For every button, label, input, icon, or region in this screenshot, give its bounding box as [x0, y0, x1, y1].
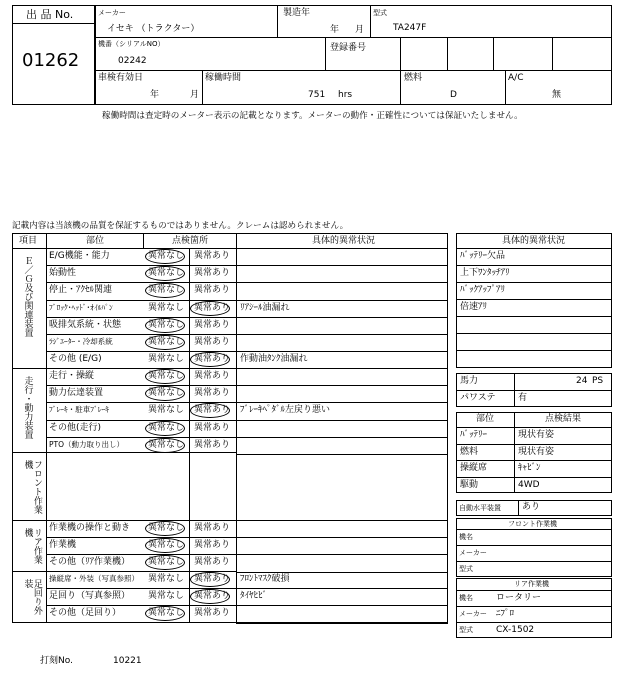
opt-some: 異常あり — [194, 608, 231, 619]
part-label: 始動性 — [49, 268, 77, 279]
check-part: 操縦席 — [460, 463, 488, 473]
print-label: 打刻No. — [40, 656, 73, 666]
detail-row-line — [236, 454, 448, 455]
model-value: TA247F — [393, 23, 427, 33]
detail-text: ﾘｱｼｰﾙ油漏れ — [240, 302, 290, 313]
selection-circle — [190, 301, 230, 316]
check-col-result: 点検結果 — [545, 414, 582, 424]
part-label: 操縦席・外装（写真参照） — [49, 574, 139, 583]
insp-year-unit: 年 — [150, 90, 160, 100]
autolevel-label: 自動水平装置 — [459, 504, 501, 512]
ac-label: A/C — [508, 73, 524, 83]
opt-none: 異常なし — [148, 319, 185, 330]
section-label: Ｅ／Ｇ及び関連装置 — [22, 256, 33, 337]
part-label: ﾗｼﾞｴｰﾀｰ・冷却系統 — [49, 337, 113, 346]
blank-line — [236, 520, 448, 521]
opt-none: 異常なし — [148, 268, 185, 279]
disclaimer: 記載内容は当該機の品質を保証するものではありません。クレームは認められません。 — [12, 221, 349, 231]
info-box — [95, 5, 612, 105]
field-line — [456, 545, 612, 546]
check-result: 現状有姿 — [518, 430, 555, 440]
lot-number: 01262 — [22, 50, 80, 71]
opt-some: 異常あり — [194, 251, 231, 261]
detail-line — [456, 248, 612, 249]
opt-none: 異常なし — [148, 591, 185, 602]
part-label: 走行・操縦 — [49, 371, 95, 381]
section-label: リア作業機 — [22, 528, 42, 564]
part-label: 動力伝達装置 — [49, 388, 104, 399]
section-divider — [12, 452, 236, 453]
field-line — [456, 622, 612, 623]
detail-row-line — [236, 623, 448, 624]
serial-value: 02242 — [118, 56, 147, 66]
opt-some: 異常あり — [194, 591, 231, 602]
hours-value: 751 — [308, 90, 326, 100]
detail-row-line — [236, 282, 448, 283]
selection-circle — [145, 318, 185, 333]
opt-some: 異常あり — [194, 319, 231, 330]
row-divider — [46, 437, 236, 438]
selection-circle — [145, 438, 185, 453]
check-result: 現状有姿 — [518, 446, 555, 457]
opt-some: 異常あり — [194, 337, 231, 347]
opt-none: 異常なし — [148, 302, 185, 313]
detail-row-line — [236, 265, 448, 266]
opt-none: 異常なし — [148, 405, 185, 416]
part-label: その他（ﾘｱ作業機） — [49, 557, 131, 568]
opt-none: 異常なし — [148, 371, 185, 381]
field-label: 型式 — [459, 565, 473, 573]
opt-some: 異常あり — [194, 439, 231, 450]
reg-label: 登録番号 — [330, 43, 367, 53]
col-detail: 具体的異常状況 — [312, 236, 376, 246]
detail-text: ﾌﾞﾚｰｷﾍﾟﾀﾞﾙ左戻り悪い — [240, 405, 331, 416]
insp-month-unit: 月 — [190, 90, 200, 100]
col-check: 点検箇所 — [172, 236, 209, 246]
opt-some: 異常あり — [194, 268, 231, 279]
opt-some: 異常あり — [194, 557, 231, 568]
selection-circle — [145, 249, 185, 264]
right-detail-item: ﾊﾞｯﾃﾘｰ欠品 — [460, 251, 506, 261]
maker-label: メーカー — [98, 9, 126, 17]
check-result: 4WD — [518, 479, 540, 490]
detail-row-line — [236, 554, 448, 555]
opt-none: 異常なし — [148, 557, 185, 568]
part-label: ﾌﾞﾛｯｸ･ﾍｯﾄﾞ･ｵｲﾙﾊﾟﾝ — [49, 302, 113, 312]
selection-circle — [145, 521, 185, 536]
selection-circle — [190, 572, 230, 587]
row-divider — [46, 265, 236, 266]
col-part: 部位 — [86, 236, 105, 246]
detail-row-line — [236, 300, 448, 301]
field-label: 機名 — [459, 533, 473, 541]
field-label: 機名 — [459, 594, 473, 602]
maker-value: イセキ （トラクター） — [107, 24, 200, 34]
opt-none: 異常なし — [148, 354, 185, 365]
detail-line — [456, 333, 612, 334]
check-part: 駆動 — [460, 479, 479, 490]
opt-none: 異常なし — [148, 574, 185, 584]
field-line — [456, 590, 612, 591]
lot-label: 出 品 No. — [26, 8, 74, 21]
year-label: 製造年 — [283, 8, 311, 18]
ac-value: 無 — [552, 90, 562, 100]
year-unit: 年 — [330, 25, 340, 35]
hours-label: 稼働時間 — [205, 73, 242, 83]
part-label: その他 (E/G) — [49, 354, 102, 365]
row-divider — [46, 385, 236, 386]
hours-unit: hrs — [338, 90, 353, 100]
opt-some: 異常あり — [194, 354, 231, 365]
inspection-label: 車検有効日 — [98, 73, 144, 83]
check-part: ﾊﾞｯﾃﾘｰ — [460, 430, 488, 440]
section-label: 走行・動力装置 — [22, 376, 33, 439]
row-divider — [46, 420, 236, 421]
detail-row-line — [236, 437, 448, 438]
detail-row-line — [236, 368, 448, 369]
check-result: ｷｬﾋﾞﾝ — [518, 463, 541, 473]
check-line — [456, 427, 612, 428]
opt-some: 異常あり — [194, 540, 231, 551]
detail-row-line — [236, 334, 448, 335]
detail-line — [456, 350, 612, 351]
check-line — [456, 444, 612, 445]
right-detail-item: 上下ﾜﾝﾀｯﾁｱﾘ — [460, 268, 510, 278]
part-label: 足回り（写真参照） — [49, 591, 131, 602]
section-label: 足回り外装 — [22, 579, 42, 615]
check-line — [456, 477, 612, 478]
detail-text: 作動油ﾀﾝｸ油漏れ — [240, 354, 308, 365]
part-label: 停止・ｱｸｾﾙ関連 — [49, 285, 113, 296]
detail-row-line — [236, 351, 448, 352]
part-label: E/G機能・能力 — [49, 251, 110, 261]
section-divider — [12, 520, 236, 521]
opt-none: 異常なし — [148, 523, 185, 533]
opt-none: 異常なし — [148, 388, 185, 399]
detail-row-line — [236, 317, 448, 318]
power-label: 馬力 — [460, 376, 479, 386]
detail-line — [456, 282, 612, 283]
power-unit: PS — [592, 376, 604, 386]
front-header: フロント作業機 — [508, 520, 557, 528]
serial-label: 機番（シリアルNO） — [98, 40, 165, 48]
opt-some: 異常あり — [194, 574, 231, 584]
month-unit: 月 — [355, 25, 365, 35]
selection-circle — [145, 369, 185, 384]
field-line — [456, 529, 612, 530]
field-value: ﾆﾌﾟﾛ — [496, 609, 515, 619]
fuel-label: 燃料 — [404, 73, 423, 83]
field-label: メーカー — [459, 610, 487, 618]
row-divider — [46, 554, 236, 555]
part-label: ﾌﾞﾚｰｷ・駐車ﾌﾞﾚｰｷ — [49, 405, 109, 415]
opt-none: 異常なし — [148, 337, 185, 347]
selection-circle — [145, 335, 185, 350]
check-col-part: 部位 — [476, 414, 495, 424]
detail-row-line — [236, 588, 448, 589]
field-value: CX-1502 — [496, 625, 535, 635]
detail-row-line — [236, 420, 448, 421]
right-detail-item: 倍速ｱﾘ — [460, 302, 488, 312]
section-divider — [12, 368, 236, 369]
section-label: フロント作業機 — [22, 460, 42, 514]
part-label: 作業機の操作と動き — [49, 523, 131, 533]
right-detail-header: 具体的異常状況 — [502, 236, 566, 246]
opt-some: 異常あり — [194, 405, 231, 416]
print-number: 10221 — [113, 656, 142, 666]
opt-none: 異常なし — [148, 422, 185, 433]
check-line — [456, 460, 612, 461]
opt-none: 異常なし — [148, 439, 185, 450]
opt-some: 異常あり — [194, 422, 231, 433]
opt-none: 異常なし — [148, 540, 185, 551]
hours-note: 稼働時間は査定時のメーター表示の記載となります。メーターの動作・正確性については保証いたしません。 — [102, 111, 523, 121]
check-col-divider — [189, 248, 190, 623]
detail-row-line — [236, 402, 448, 403]
row-divider — [46, 334, 236, 335]
part-label: 作業機 — [49, 540, 77, 551]
opt-some: 異常あり — [194, 302, 231, 313]
right-detail-item: ﾊﾞｯｸｱｯﾌﾟｱﾘ — [460, 285, 506, 295]
row-divider — [46, 605, 236, 606]
part-label: その他(走行) — [49, 422, 102, 433]
detail-text: ﾌﾛﾝﾄﾏｽｸ破損 — [240, 574, 290, 584]
opt-none: 異常なし — [148, 285, 185, 296]
field-line — [456, 606, 612, 607]
part-label: その他（足回り） — [49, 608, 122, 619]
field-value: ロータリー — [496, 593, 542, 603]
fuel-value: D — [450, 90, 457, 100]
opt-some: 異常あり — [194, 285, 231, 296]
part-label: 吸排気系統・状態 — [49, 319, 122, 330]
detail-line — [456, 265, 612, 266]
detail-line — [456, 299, 612, 300]
row-divider — [46, 537, 236, 538]
detail-text: ﾀｲﾔﾋﾋﾞ — [240, 591, 268, 602]
row-divider — [46, 317, 236, 318]
detail-row-line — [236, 385, 448, 386]
autolevel-value: あり — [522, 502, 541, 512]
ps-label: パワステ — [460, 393, 496, 403]
detail-row-line — [236, 605, 448, 606]
check-part: 燃料 — [460, 446, 479, 457]
rear-header: リア作業機 — [514, 580, 549, 588]
ps-value: 有 — [518, 393, 528, 403]
detail-row-line — [236, 572, 448, 573]
row-divider — [46, 282, 236, 283]
detail-line — [456, 316, 612, 317]
col-item: 項目 — [19, 236, 38, 246]
field-line — [456, 561, 612, 562]
opt-some: 異常あり — [194, 523, 231, 533]
model-label: 型式 — [373, 9, 387, 17]
field-label: メーカー — [459, 549, 487, 557]
selection-circle — [145, 421, 185, 436]
part-label: PTO（動力取り出し） — [49, 439, 125, 449]
detail-row-line — [236, 537, 448, 538]
opt-none: 異常なし — [148, 608, 185, 619]
opt-none: 異常なし — [148, 251, 185, 261]
opt-some: 異常あり — [194, 371, 231, 381]
power-value: 24 — [576, 376, 588, 386]
opt-some: 異常あり — [194, 388, 231, 399]
field-label: 型式 — [459, 626, 473, 634]
